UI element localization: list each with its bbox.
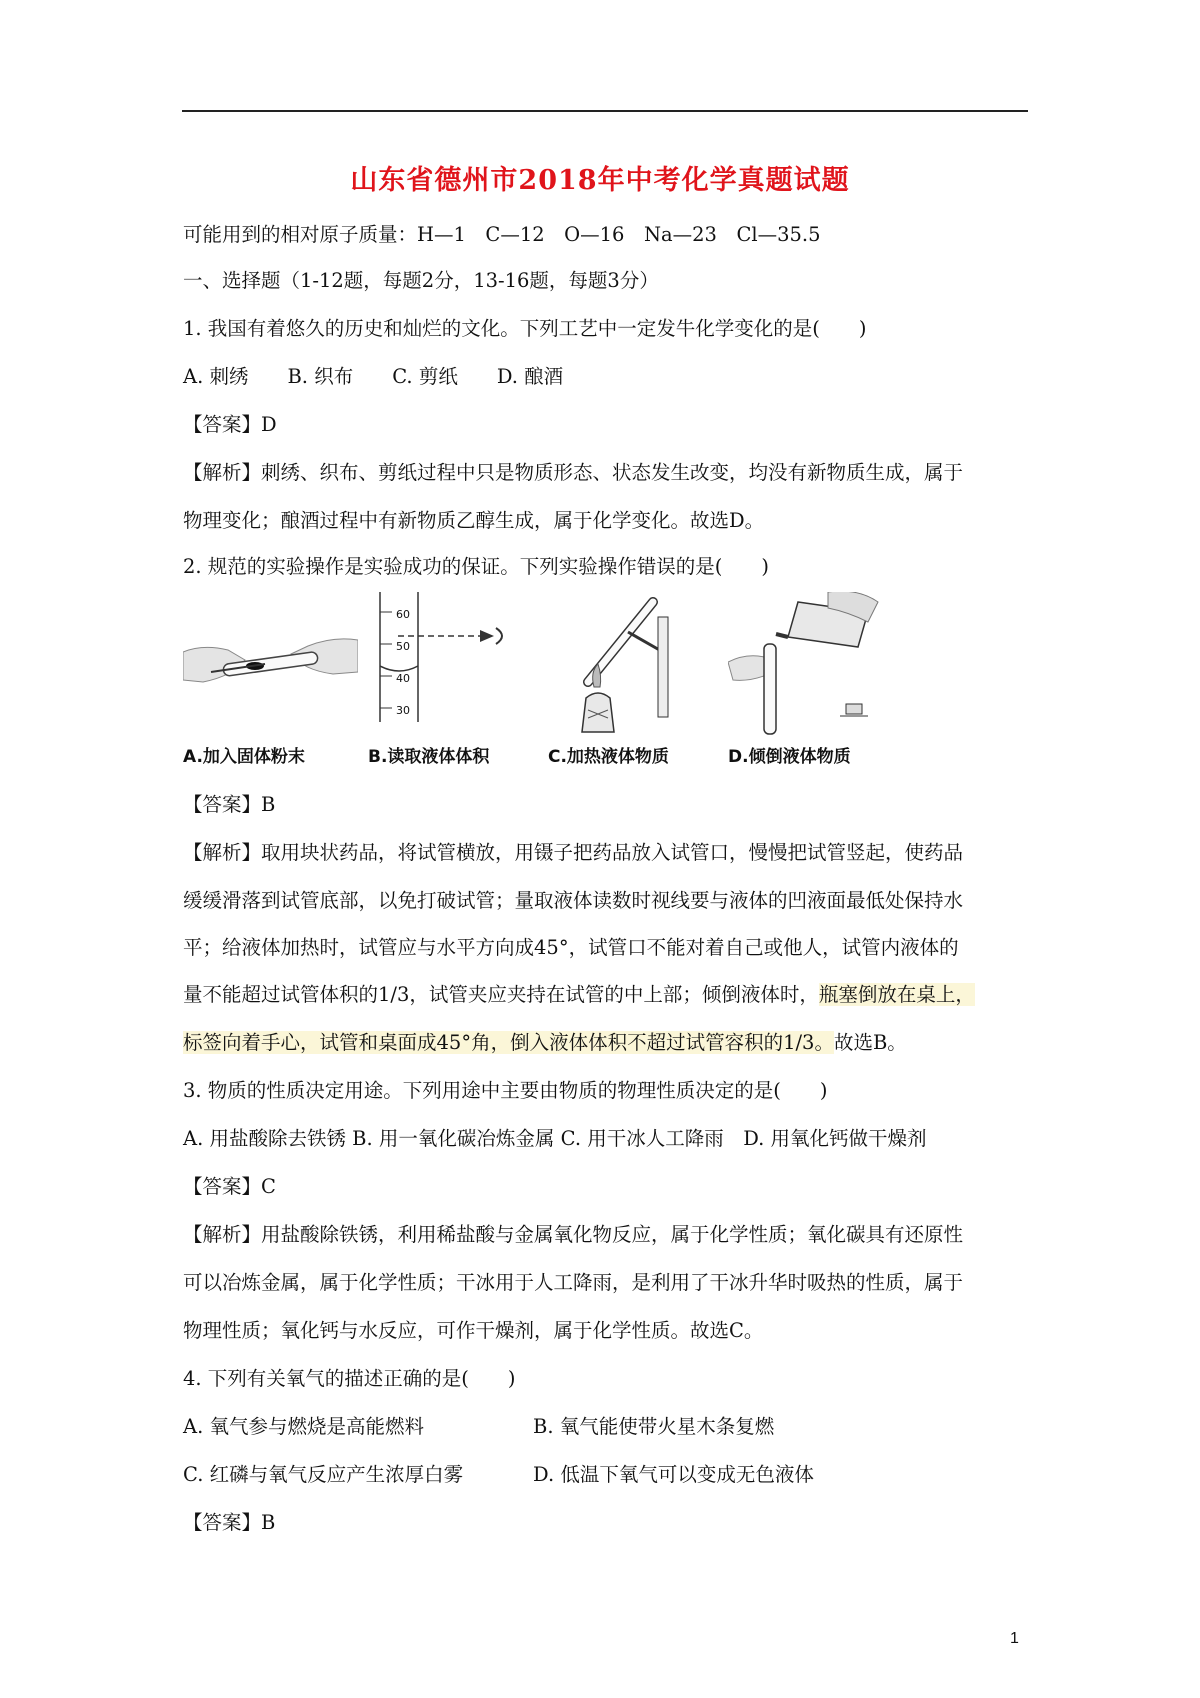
page-title: 山东省德州市2018年中考化学真题试题 (350, 165, 850, 196)
tick-label: 50 (396, 640, 410, 653)
heat-liquid-illustration (548, 592, 718, 742)
figure-pour-liquid (728, 592, 898, 767)
tick-label: 30 (396, 704, 410, 717)
q2-analysis-line: 平；给液体加热时，试管应与水平方向成45°，试管口不能对着自己或他人，试管内液体的 (183, 936, 959, 959)
caption-c: C.加热液体物质 (548, 747, 669, 767)
q2-answer: 【答案】B (183, 793, 276, 816)
q2-analysis-end: 故选B。 (833, 1031, 907, 1054)
q4-option-b: B. 氧气能使带火星木条复燃 (533, 1415, 775, 1438)
q3-analysis-line: 可以冶炼金属，属于化学性质；干冰用于人工降雨，是利用了干冰升华时吸热的性质，属于 (183, 1271, 964, 1294)
tick-label: 40 (396, 672, 410, 685)
graduated-cylinder-illustration (368, 592, 538, 742)
q4-option-c: C. 红磷与氧气反应产生浓厚白雾 (183, 1463, 464, 1486)
q2-stem: 2. 规范的实验操作是实验成功的保证。下列实验操作错误的是( ) (183, 555, 770, 578)
figure-add-solid-powder (183, 592, 358, 767)
q4-option-a: A. 氧气参与燃烧是高能燃料 (183, 1415, 424, 1438)
q2-analysis-line (183, 982, 975, 1008)
q4-stem: 4. 下列有关氧气的描述正确的是( ) (183, 1367, 516, 1390)
highlighted-text: 瓶塞倒放在桌上， (818, 983, 975, 1006)
q2-analysis-line: 缓缓滑落到试管底部，以免打破试管；量取液体读数时视线要与液体的凹液面最低处保持水 (183, 889, 964, 912)
q1-stem: 1. 我国有着悠久的历史和灿烂的文化。下列工艺中一定发牛化学变化的是( ) (183, 317, 867, 340)
figure-heat-liquid (548, 592, 718, 767)
header-rule (182, 110, 1028, 112)
q3-analysis-line: 【解析】用盐酸除铁锈，利用稀盐酸与金属氧化物反应，属于化学性质；氧化碳具有还原性 (183, 1223, 964, 1246)
q2-analysis-text: 量不能超过试管体积的1/3，试管夹应夹持在试管的中上部；倾倒液体时， (183, 983, 819, 1006)
q2-analysis-line: 【解析】取用块状药品，将试管横放，用镊子把药品放入试管口，慢慢把试管竖起，使药品 (183, 841, 964, 864)
q4-option-d: D. 低温下氧气可以变成无色液体 (533, 1463, 814, 1486)
q1-options: A. 刺绣 B. 织布 C. 剪纸 D. 酿酒 (183, 365, 564, 388)
q3-analysis-line: 物理性质；氧化钙与水反应，可作干燥剂，属于化学性质。故选C。 (183, 1319, 764, 1342)
q1-analysis-line: 【解析】刺绣、织布、剪纸过程中只是物质形态、状态发生改变，均没有新物质生成，属于 (183, 461, 964, 484)
highlighted-text: 标签向着手心，试管和桌面成45°角，倒入液体体积不超过试管容积的1/3。 (183, 1031, 834, 1054)
caption-a: A.加入固体粉末 (183, 747, 305, 767)
q1-answer: 【答案】D (183, 413, 277, 436)
caption-b: B.读取液体体积 (368, 747, 490, 767)
add-solid-powder-illustration (183, 592, 358, 732)
page-number: 1 (1010, 1630, 1019, 1647)
figure-read-liquid-volume (368, 592, 538, 767)
q2-analysis-line (183, 1030, 907, 1056)
q3-answer: 【答案】C (183, 1175, 276, 1198)
section-heading: 一、选择题（1-12题，每题2分，13-16题，每题3分） (183, 269, 659, 292)
tick-label: 60 (396, 608, 410, 621)
q1-analysis-line: 物理变化；酿酒过程中有新物质乙醇生成，属于化学变化。故选D。 (183, 509, 765, 532)
q3-stem: 3. 物质的性质决定用途。下列用途中主要由物质的物理性质决定的是( ) (183, 1079, 828, 1102)
pour-liquid-illustration (728, 592, 898, 742)
q4-answer: 【答案】B (183, 1511, 276, 1534)
caption-d: D.倾倒液体物质 (728, 747, 851, 767)
atomic-masses-note: 可能用到的相对原子质量：H—1 C—12 O—16 Na—23 Cl—35.5 (183, 223, 821, 246)
q3-options: A. 用盐酸除去铁锈 B. 用一氧化碳冶炼金属 C. 用干冰人工降雨 D. 用氧化钙做干燥剂 (183, 1127, 927, 1150)
